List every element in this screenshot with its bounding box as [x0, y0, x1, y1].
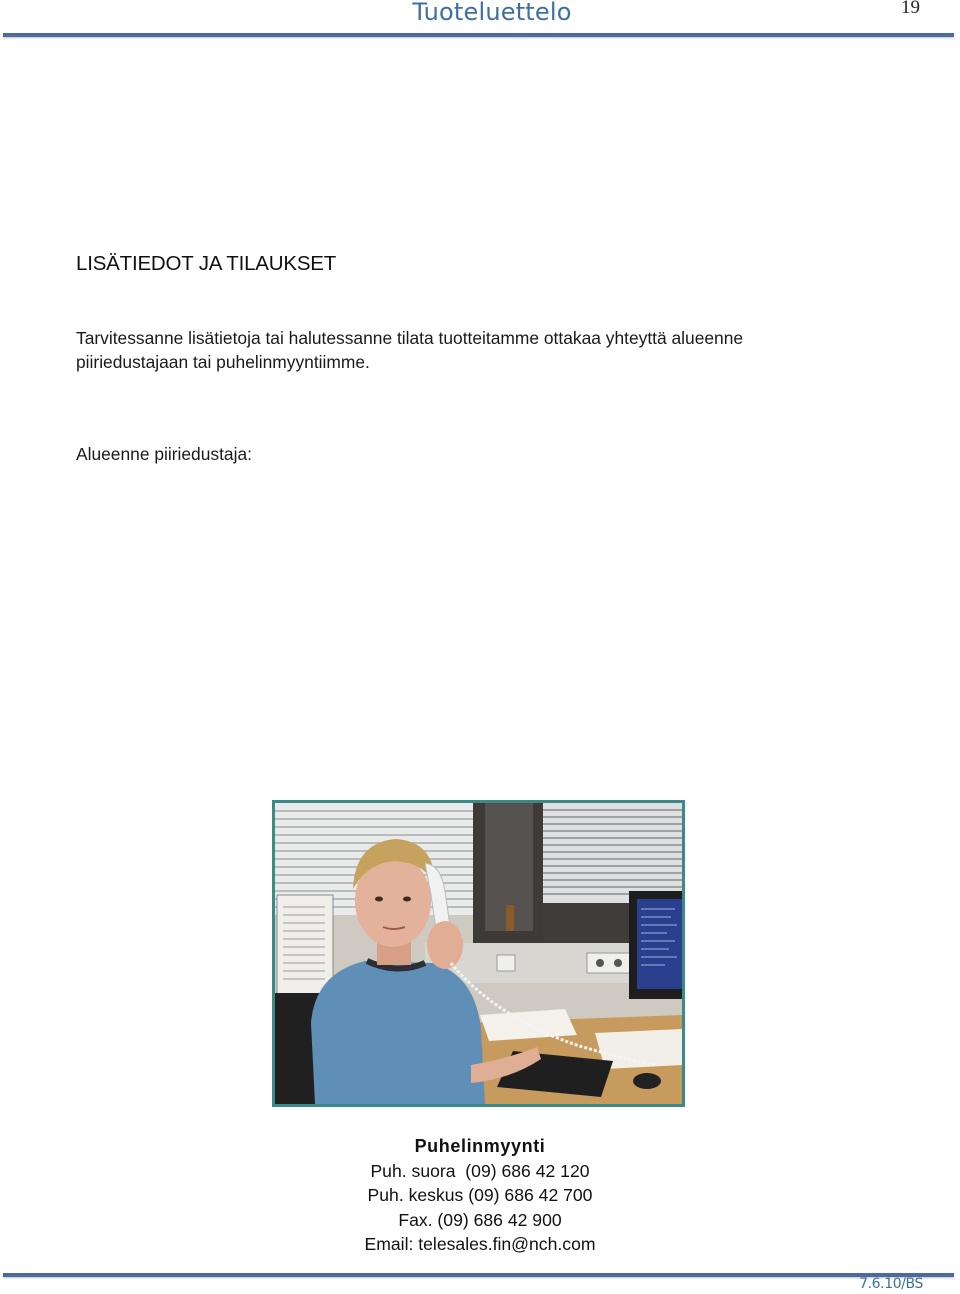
contact-block — [280, 1134, 680, 1257]
email-address: Email: telesales.fin@nch.com — [364, 1234, 596, 1254]
intro-paragraph — [76, 326, 896, 374]
telesales-photo — [272, 800, 685, 1107]
phone-direct: Puh. suora (09) 686 42 120 — [370, 1160, 590, 1181]
representative-label: Alueenne piiriedustaja: — [76, 444, 252, 464]
fax-number: Fax. (09) 686 42 900 — [398, 1209, 562, 1230]
intro-line-2: piiriedustajaan tai puhelinmyyntiimme. — [76, 352, 370, 372]
header-rule — [3, 33, 954, 37]
page-number: 19 — [901, 0, 920, 18]
footer-rule — [3, 1273, 954, 1277]
section-heading: LISÄTIEDOT JA TILAUKSET — [76, 252, 337, 275]
footer-code: 7.6.10/BS — [859, 1276, 923, 1292]
photo-illustration — [275, 803, 682, 1104]
intro-line-1: Tarvitessanne lisätietoja tai halutessanne tilata tuotteitamme ottakaa yhteyttä alueenne — [76, 328, 744, 348]
document-title: Tuoteluettelo — [412, 0, 572, 26]
contact-title: Puhelinmyynti — [414, 1136, 546, 1156]
phone-switchboard: Puh. keskus (09) 686 42 700 — [367, 1185, 593, 1205]
